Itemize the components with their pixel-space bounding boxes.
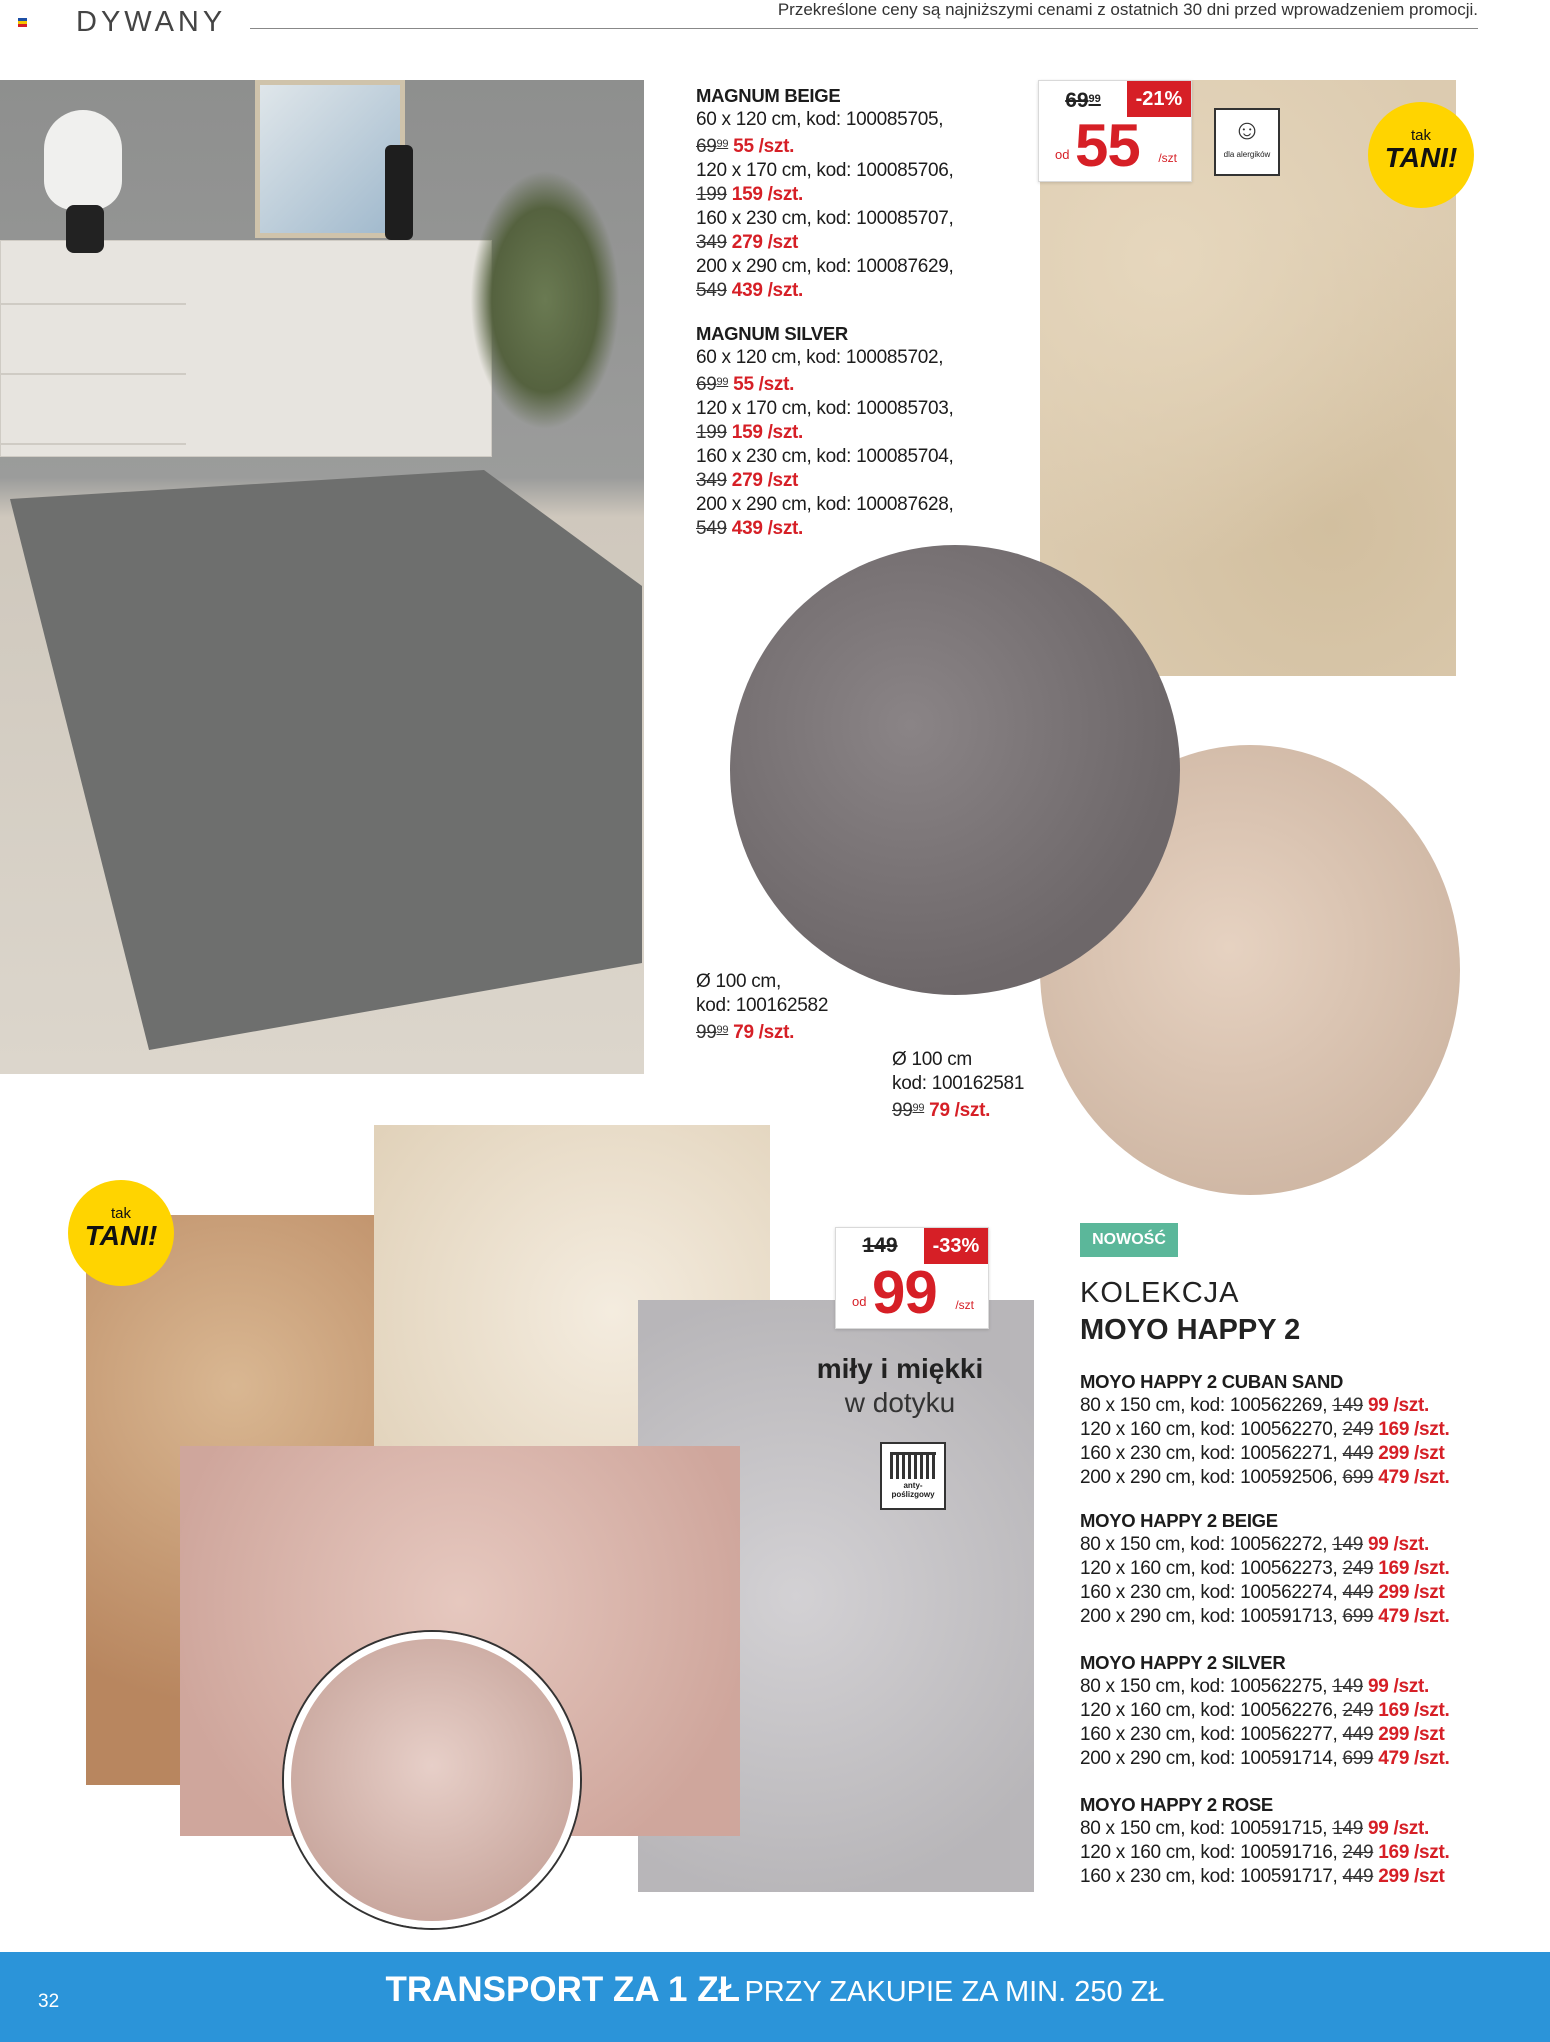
plant	[470, 170, 620, 430]
list-item: 200 x 290 cm, kod: 100592506, 699 479 /szt.	[1080, 1467, 1450, 1488]
price-badge-moyo	[835, 1227, 989, 1329]
list-item: 160 x 230 cm, kod: 100562274, 449 299 /szt	[1080, 1582, 1445, 1603]
brand-flag-icon	[18, 18, 27, 27]
soft-claim: miły i miękki w dotyku	[816, 1353, 984, 1418]
badge-prefix: od	[852, 1294, 867, 1309]
badge-price: 99	[872, 1259, 937, 1326]
anti-slip-badge: anty- poślizgowy	[880, 1442, 946, 1510]
badge-prefix: od	[1055, 147, 1070, 162]
list-item: 200 x 290 cm, kod: 100087628, 549 439 /szt.	[696, 494, 954, 539]
list-item: 120 x 160 cm, kod: 100562273, 249 169 /szt.	[1080, 1558, 1450, 1579]
list-item: 120 x 160 cm, kod: 100591716, 249 169 /szt.	[1080, 1842, 1450, 1863]
list-item: 60 x 120 cm, kod: 100085702, $69^{99}$ 55 /szt.	[696, 347, 944, 395]
moyo-cuban-sand-list: MOYO HAPPY 2 CUBAN SAND 80 x 150 cm, kod: 100562269, 149 99 /szt. 120 x 160 cm, kod: 100562270, 249 169 /szt. 160 x 230 cm, kod: 100562271, 449 299 /szt 200 x 290 cm, kod: 100592506, 699 479 /szt.	[1080, 1370, 1520, 1490]
allergy-face-icon: ☺	[1232, 114, 1262, 145]
magnum-silver-list	[696, 322, 1026, 541]
list-item: 120 x 160 cm, kod: 100562270, 249 169 /szt.	[1080, 1419, 1450, 1440]
section-title: DYWANY	[76, 6, 227, 38]
vase	[385, 145, 413, 240]
list-item: 200 x 290 cm, kod: 100591714, 699 479 /szt.	[1080, 1748, 1450, 1769]
product-name: MAGNUM BEIGE	[696, 85, 841, 106]
tak-tani-badge: tak TANI!	[68, 1180, 174, 1286]
list-item: 160 x 230 cm, kod: 100562277, 449 299 /szt	[1080, 1724, 1445, 1745]
moyo-rose-list: MOYO HAPPY 2 ROSE 80 x 150 cm, kod: 100591715, 149 99 /szt. 120 x 160 cm, kod: 100591716, 249 169 /szt. 160 x 230 cm, kod: 100591717, 449 299 /szt	[1080, 1793, 1520, 1889]
anti-slip-icon	[890, 1452, 936, 1479]
sideboard	[0, 240, 492, 457]
badge-old-price: $69^{99}$	[1065, 89, 1101, 112]
rug-detail-circle-photo	[284, 1632, 580, 1928]
magnum-beige-list	[696, 84, 1026, 303]
product-name: MAGNUM SILVER	[696, 323, 848, 344]
list-item: 80 x 150 cm, kod: 100591715, 149 99 /szt.	[1080, 1818, 1429, 1839]
list-item: 160 x 230 cm, kod: 100085704, 349 279 /szt	[696, 446, 954, 491]
badge-discount: -21%	[1127, 81, 1191, 117]
badge-discount: -33%	[924, 1228, 988, 1264]
badge-unit: /szt	[955, 1298, 974, 1312]
round-grey-info: Ø 100 cm, kod: 100162582 $99^{99}$ 79 /szt.	[696, 971, 829, 1043]
price-disclaimer: Przekreślone ceny są najniższymi cenami z ostatnich 30 dni przed wprowadzeniem promocji.	[777, 0, 1478, 19]
moyo-beige-list: MOYO HAPPY 2 BEIGE 80 x 150 cm, kod: 100562272, 149 99 /szt. 120 x 160 cm, kod: 100562273, 249 169 /szt. 160 x 230 cm, kod: 100562274, 449 299 /szt 200 x 290 cm, kod: 100591713, 699 479 /szt.	[1080, 1509, 1520, 1629]
new-badge: NOWOŚĆ	[1080, 1223, 1178, 1257]
list-item: 160 x 230 cm, kod: 100591717, 449 299 /szt	[1080, 1866, 1445, 1887]
page-number: 32	[38, 1991, 60, 2012]
list-item: 120 x 170 cm, kod: 100085706, 199 159 /szt.	[696, 160, 954, 205]
collection-title: MOYO HAPPY 2	[1080, 1314, 1301, 1346]
collection-label: KOLEKCJA	[1080, 1277, 1240, 1309]
price-badge-magnum	[1038, 80, 1192, 182]
list-item: 80 x 150 cm, kod: 100562272, 149 99 /szt.	[1080, 1534, 1429, 1555]
badge-price: 55	[1075, 112, 1140, 179]
lamp-base	[66, 205, 104, 253]
moyo-silver-list: MOYO HAPPY 2 SILVER 80 x 150 cm, kod: 100562275, 149 99 /szt. 120 x 160 cm, kod: 100562276, 249 169 /szt. 160 x 230 cm, kod: 100562277, 449 299 /szt 200 x 290 cm, kod: 100591714, 699 479 /szt.	[1080, 1651, 1520, 1771]
header-rule	[250, 28, 1478, 29]
list-item: 200 x 290 cm, kod: 100087629, 549 439 /szt.	[696, 256, 954, 301]
list-item: 120 x 170 cm, kod: 100085703, 199 159 /szt.	[696, 398, 954, 443]
list-item: 160 x 230 cm, kod: 100085707, 349 279 /szt	[696, 208, 954, 253]
tak-tani-badge: tak TANI!	[1368, 102, 1474, 208]
wall-painting	[255, 80, 405, 238]
list-item: 160 x 230 cm, kod: 100562271, 449 299 /szt	[1080, 1443, 1445, 1464]
lamp-shade	[44, 110, 122, 210]
grey-round-rug-photo	[730, 545, 1180, 995]
allergy-label: dla alergików	[1223, 150, 1271, 159]
list-item: 200 x 290 cm, kod: 100591713, 699 479 /szt.	[1080, 1606, 1450, 1627]
badge-old-price: 149	[862, 1234, 898, 1257]
transport-promo: TRANSPORT ZA 1 ZŁ PRZY ZAKUPIE ZA MIN. 250 ZŁ	[385, 1970, 1165, 2009]
list-item: 60 x 120 cm, kod: 100085705, $69^{99}$ 55 /szt.	[696, 109, 944, 157]
round-beige-info: Ø 100 cm kod: 100162581 $99^{99}$ 79 /szt.	[892, 1049, 1025, 1121]
list-item: 80 x 150 cm, kod: 100562275, 149 99 /szt.	[1080, 1676, 1429, 1697]
allergy-badge	[1214, 108, 1280, 176]
list-item: 80 x 150 cm, kod: 100562269, 149 99 /szt.	[1080, 1395, 1429, 1416]
badge-unit: /szt	[1158, 151, 1177, 165]
list-item: 120 x 160 cm, kod: 100562276, 249 169 /szt.	[1080, 1700, 1450, 1721]
